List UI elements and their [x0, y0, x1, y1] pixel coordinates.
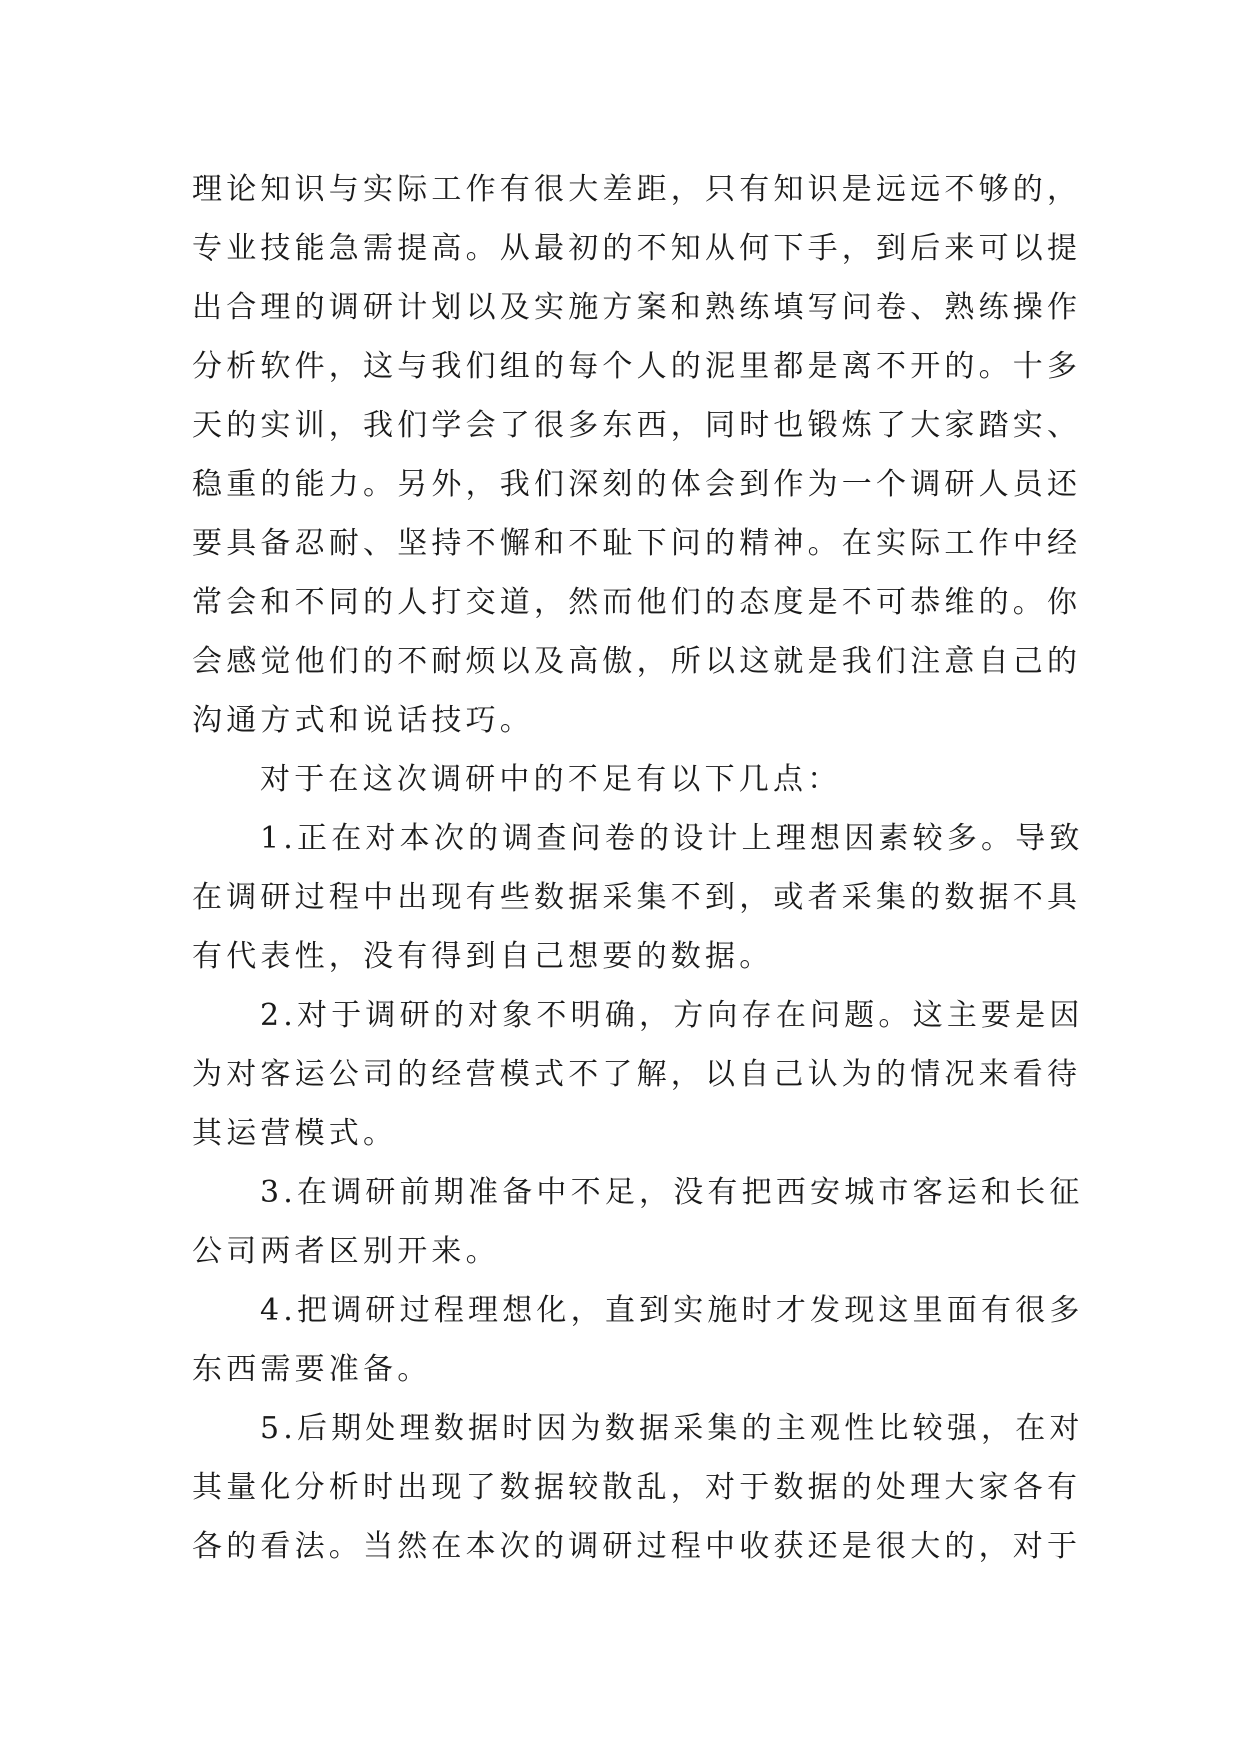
paragraph-intro-line: 对于在这次调研中的不足有以下几点： — [260, 762, 842, 797]
text-line: 为对客运公司的经营模式不了解，以自己认为的情况来看待 — [192, 1057, 1082, 1092]
text-line: 常会和不同的人打交道，然而他们的态度是不可恭维的。你 — [192, 585, 1082, 620]
text-line: 东西需要准备。 — [192, 1352, 432, 1387]
text-line: 专业技能急需提高。从最初的不知从何下手，到后来可以提 — [192, 231, 1082, 266]
text-line: 在调研过程中出现有些数据采集不到，或者采集的数据不具 — [192, 880, 1082, 915]
text-line: 各的看法。当然在本次的调研过程中收获还是很大的，对于 — [192, 1529, 1082, 1564]
text-line: 理论知识与实际工作有很大差距，只有知识是远远不够的， — [192, 172, 1082, 207]
text-line: 出合理的调研计划以及实施方案和熟练填写问卷、熟练操作 — [192, 290, 1082, 325]
list-item-5-line: 5.后期处理数据时因为数据采集的主观性比较强，在对 — [260, 1411, 1084, 1446]
text-line: 有代表性，没有得到自己想要的数据。 — [192, 939, 774, 974]
list-item-4-line: 4.把调研过程理想化，直到实施时才发现这里面有很多 — [260, 1293, 1084, 1328]
body-text — [192, 160, 1084, 1576]
text-line: 公司两者区别开来。 — [192, 1234, 500, 1269]
list-item-3-line: 3.在调研前期准备中不足，没有把西安城市客运和长征 — [260, 1175, 1084, 1210]
text-line: 分析软件，这与我们组的每个人的泥里都是离不开的。十多 — [192, 349, 1082, 384]
list-item-2-line: 2.对于调研的对象不明确，方向存在问题。这主要是因 — [260, 998, 1084, 1033]
text-line: 沟通方式和说话技巧。 — [192, 703, 534, 738]
text-line: 其量化分析时出现了数据较散乱，对于数据的处理大家各有 — [192, 1470, 1082, 1505]
text-line: 会感觉他们的不耐烦以及高傲，所以这就是我们注意自己的 — [192, 644, 1082, 679]
text-line: 要具备忍耐、坚持不懈和不耻下问的精神。在实际工作中经 — [192, 526, 1082, 561]
text-line: 天的实训，我们学会了很多东西，同时也锻炼了大家踏实、 — [192, 408, 1082, 443]
text-line: 其运营模式。 — [192, 1116, 398, 1151]
text-line: 稳重的能力。另外，我们深刻的体会到作为一个调研人员还 — [192, 467, 1082, 502]
list-item-1-line: 1.正在对本次的调查问卷的设计上理想因素较多。导致 — [260, 821, 1084, 856]
